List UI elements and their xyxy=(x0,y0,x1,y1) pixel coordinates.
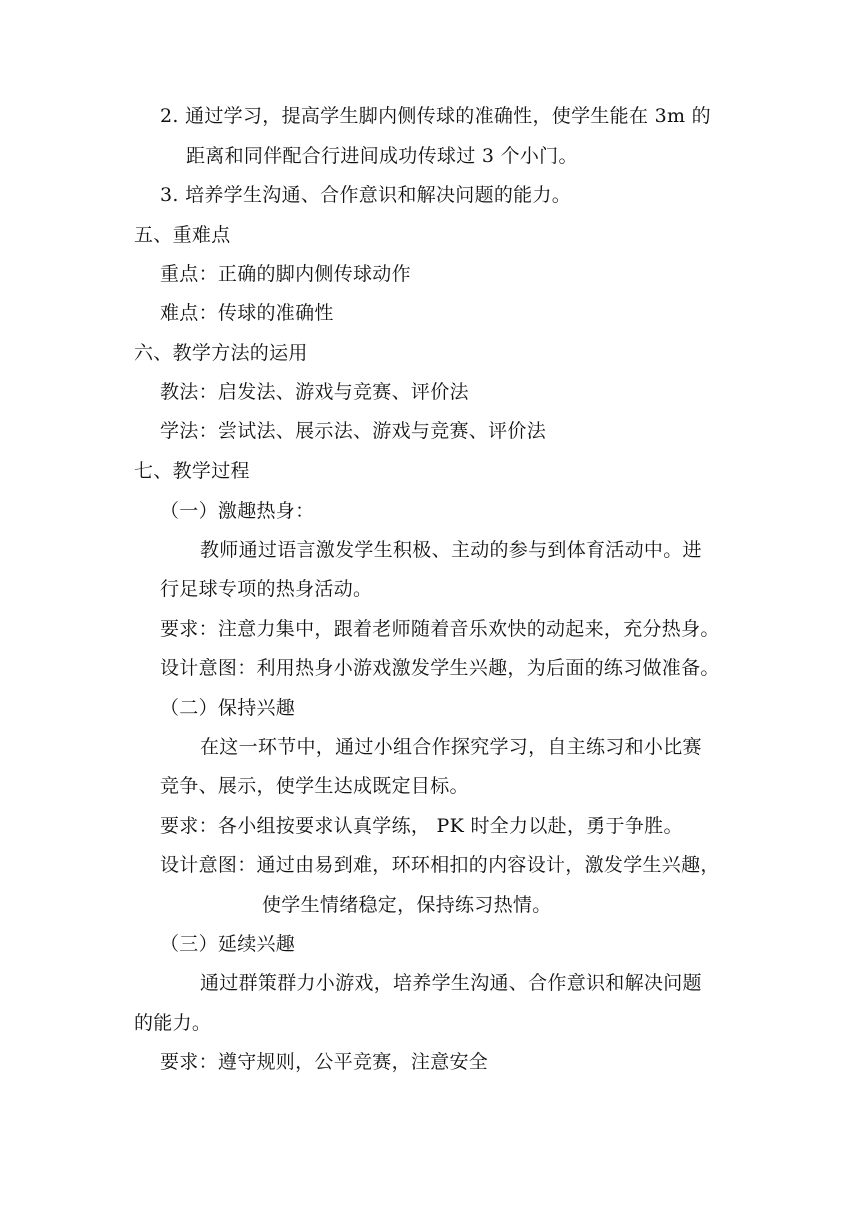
part-1-requirement: 要求：注意力集中，跟着老师随着音乐欢快的动起来，充分热身。 xyxy=(160,618,720,640)
part-1-body-line-2: 行足球专项的热身活动。 xyxy=(160,578,373,600)
section-5-heading: 五、重难点 xyxy=(134,224,231,246)
part-1-design-intent: 设计意图：利用热身小游戏激发学生兴趣，为后面的练习做准备。 xyxy=(160,657,720,679)
part-3-body-line-2: 的能力。 xyxy=(134,1012,212,1034)
teaching-methods: 教法：启发法、游戏与竞赛、评价法 xyxy=(160,381,469,403)
part-2-body-line-2: 竞争、展示，使学生达成既定目标。 xyxy=(160,775,469,797)
key-point: 重点：正确的脚内侧传球动作 xyxy=(160,263,411,285)
part-1-body-line-1: 教师通过语言激发学生积极、主动的参与到体育活动中。进 xyxy=(200,539,702,561)
part-3-body-line-1: 通过群策群力小游戏，培养学生沟通、合作意识和解决问题 xyxy=(200,972,702,994)
part-2-title: （二）保持兴趣 xyxy=(160,697,296,719)
part-2-requirement: 要求：各小组按要求认真学练， PK 时全力以赴，勇于争胜。 xyxy=(160,815,683,837)
part-3-requirement: 要求：遵守规则，公平竞赛，注意安全 xyxy=(160,1051,489,1073)
part-1-title: （一）激趣热身： xyxy=(160,500,315,522)
objective-2-line-2: 距离和同伴配合行进间成功传球过 3 个小门。 xyxy=(186,145,578,167)
part-2-design-intent-line-1: 设计意图：通过由易到难，环环相扣的内容设计，激发学生兴趣， xyxy=(160,854,720,876)
learning-methods: 学法：尝试法、展示法、游戏与竞赛、评价法 xyxy=(160,420,547,442)
part-2-design-intent-line-2: 使学生情绪稳定，保持练习热情。 xyxy=(262,894,552,916)
difficulty-point: 难点：传球的准确性 xyxy=(160,302,334,324)
section-6-heading: 六、教学方法的运用 xyxy=(134,342,308,364)
part-3-title: （三）延续兴趣 xyxy=(160,933,296,955)
objective-3: 3. 培养学生沟通、合作意识和解决问题的能力。 xyxy=(160,184,572,206)
objective-2-line-1: 2. 通过学习，提高学生脚内侧传球的准确性，使学生能在 3m 的 xyxy=(160,105,711,127)
section-7-heading: 七、教学过程 xyxy=(134,460,250,482)
part-2-body-line-1: 在这一环节中，通过小组合作探究学习，自主练习和小比赛 xyxy=(200,736,702,758)
